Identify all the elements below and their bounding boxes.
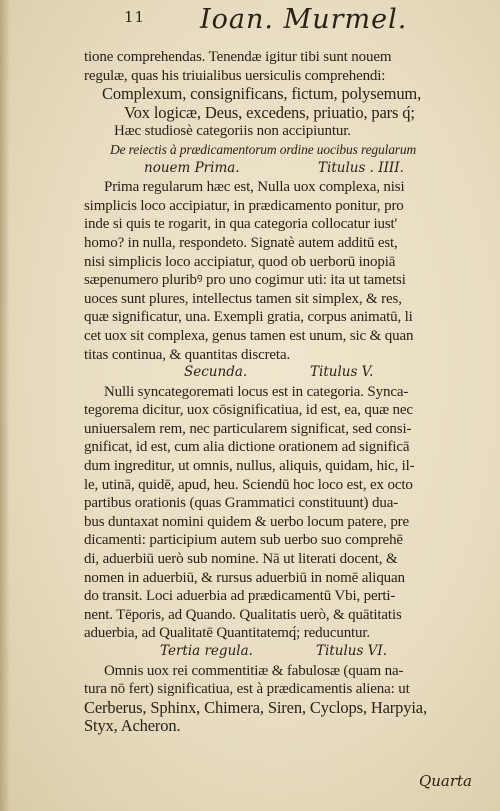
text-line: nent. Tēporis, ad Quando. Qualitatis uerò, & quātitatis (84, 606, 402, 623)
text-line: Cerberus, Sphinx, Chimera, Siren, Cyclops, Harpyia, (84, 697, 427, 717)
text-line: sæpenumero pluribꝰ pro uno cogimur uti: ita ut tametsi (84, 272, 406, 289)
text-line: gnificat, id est, cum alia dictione orationem ad significā (84, 439, 410, 456)
text-line: do transit. Loci aduerbia ad prædicamentū Vbi, perti- (84, 588, 396, 605)
text-line: partibus orationis (quas Grammatici constituunt) dua- (84, 495, 399, 512)
rule-label: nouem Prima. (144, 159, 240, 176)
verse-line: Hæc studiosè categoriis non accipiuntur. (114, 123, 351, 140)
text-line: cet uox sit complexa, genus tamen est unum, sic & quan (84, 327, 414, 344)
section-heading-row (84, 643, 482, 662)
text-line: Prima regularum hæc est, Nulla uox complexa, nisi (104, 179, 405, 196)
title-label: Titulus VI. (316, 643, 388, 659)
text-line: regulæ, quas his triuialibus uersiculis comprehendi: (84, 67, 386, 84)
title-label: Titulus V. (310, 364, 374, 381)
running-head: Ioan. Murmel. (200, 4, 408, 35)
section-heading: De reiectis à prædicamentorum ordine uocibus regularum (110, 141, 417, 157)
text-line: nomen in aduerbiū, & rursus aduerbiū in nomē aliquan (84, 569, 405, 586)
text-block (84, 48, 482, 736)
text-line: tura nō fert) significatiua, est à prædicamentis aliena: ut (84, 681, 410, 698)
page-number: 11 (124, 8, 146, 26)
catchword: Quarta (418, 772, 472, 790)
text-line: bus duntaxat nomini quidem & uerbo locum patere, pre (84, 513, 410, 530)
text-line: dum ingreditur, ut omnis, nullus, aliquis, quidam, hic, il- (84, 458, 415, 475)
section-heading-row (84, 364, 482, 383)
section-heading-row (84, 160, 482, 179)
rule-label: Tertia regula. (160, 643, 253, 659)
rule-label: Secunda. (184, 364, 248, 381)
text-line: aduerbia, ad Qualitatē Quantitatemq́; reducuntur. (84, 625, 371, 642)
text-line: simplicis loco accipiatur, in prædicamento ponitur, pro (84, 197, 404, 214)
text-line: Nulli syncategoremati locus est in categoria. Synca- (104, 383, 409, 400)
text-line: uoces sunt plures, intellectus tamen sit simplex, & res, (84, 290, 402, 307)
text-line: inde si quis te rogarit, in qua categoria collocatur iust' (84, 216, 398, 233)
text-line: Omnis uox rei commentitiæ & fabulosæ (quam na- (104, 662, 404, 679)
text-line: di, aduerbiū uerò sub nomine. Nā ut literati docent, & (84, 551, 398, 568)
text-line: uniuersalem rem, nec particularem significat, sed consi- (84, 420, 412, 437)
title-label: Titulus . IIII. (318, 159, 404, 176)
text-line: titas continua, & quantitas discreta. (84, 346, 291, 363)
text-line: homo? in nulla, respondeto. Signatè autem additū est, (84, 234, 398, 251)
verse-line: Complexum, consignificans, fictum, polysemum, (102, 84, 422, 104)
text-line: tione comprehendas. Tenendæ igitur tibi sunt nouem (84, 49, 392, 65)
text-line: dicamenti: participium autem sub uerbo suo comprehē (84, 532, 403, 549)
text-line: nisi simplicis loco accipiatur, quod ob uerborū inopiā (84, 253, 396, 270)
text-line: le, utinā, quidē, apud, heu. Sciendū hoc loco est, ex octo (84, 476, 413, 493)
text-line: tegorema dicitur, uox cōsignificatiua, id est, ea, quæ nec (84, 402, 413, 419)
verse-line: Vox logicæ, Deus, excedens, priuatio, pars q́; (124, 102, 415, 122)
text-line: quæ significatur, una. Exempli gratia, corpus animatū, li (84, 309, 413, 326)
text-line: Styx, Acheron. (84, 716, 181, 736)
